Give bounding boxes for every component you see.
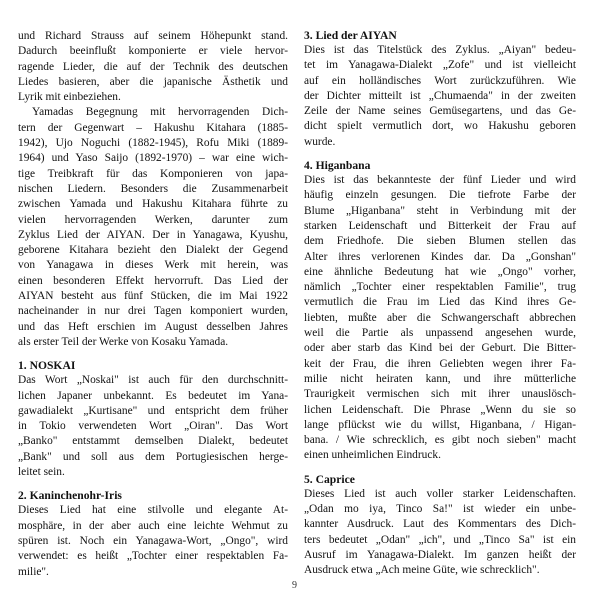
text-line: Dieses Lied ist auch voller starker Leidenschaften. <box>304 487 576 500</box>
text-line: nämlich „Tochter einer respektablen Familie", trug <box>304 281 576 294</box>
text-line: lichen Leidenschaft. Die Phrase „Wenn du sie so <box>304 403 576 416</box>
text-line: Lyrik mit einbeziehen. <box>18 91 121 104</box>
text-line: oder aber starb das Kind bei der Geburt. Die Bitter- <box>304 342 576 355</box>
section-caprice <box>304 472 576 579</box>
text-line: „Bank" und soll aus dem Portugiesischen herge- <box>18 450 288 463</box>
text-line: zwischen Yamada und Hakushu Kitahara führte zu <box>18 198 288 211</box>
text-line: nischen Liedern. Besonders die Zusammenarbeit <box>18 182 288 195</box>
text-line: Traurigkeit vermischen sich mit ihrer unauslösch- <box>304 388 576 401</box>
text-line: spüren ist. Noch ein Yanagawa-Wort, „Ongo", wird <box>18 534 288 547</box>
text-line: auf ein holländisches Wort zurückzuführen. Wie <box>304 74 576 87</box>
section-body-caprice <box>304 487 576 579</box>
text-line: tern der Gegenwart – Hakushu Kitahara (1885- <box>18 121 288 134</box>
text-line: einen unheimlichen Eindruck. <box>304 449 441 462</box>
text-line: liebten, mußte aber die Schwangerschaft abbrechen <box>304 311 576 324</box>
section-title-caprice: 5. Caprice <box>304 472 355 486</box>
text-line: einen besonderen Effekt hervorruft. Das Lied der <box>18 274 288 287</box>
text-line: eine ähnliche Bedeutung hat wie „Ongo" vorher, <box>304 265 576 278</box>
yamada-paragraph <box>18 105 288 350</box>
text-line: milie". <box>18 565 49 578</box>
text-line: Alter ihres verlorenen Kindes dar. Da „Gonshan" <box>304 250 576 263</box>
text-line: weil die Partie als unpassend angesehen wurde, <box>304 327 576 340</box>
section-noskai <box>18 358 288 480</box>
text-line: in Tokio verwendeten Wort „Oiran". Das Wort <box>18 420 288 433</box>
section-title-lied-der-aiyan: 3. Lied der AIYAN <box>304 29 397 42</box>
text-line: von Yanagawa in dieses Werk mit herein, was <box>18 259 288 272</box>
text-line: der Dichter mitteilt ist „Chumaenda" in der zweiten <box>304 89 576 102</box>
right-column <box>304 28 576 579</box>
text-line: ters bedeutet „Odan" „ich", und „Tinco Sa" ist ein <box>304 533 576 546</box>
left-column <box>18 29 288 580</box>
text-line: und Richard Strauss auf seinem Höhepunkt stand. <box>18 30 288 42</box>
section-kaninchenohr-iris <box>18 488 288 579</box>
text-line: als erster Teil der Werke von Kosaku Yamada. <box>18 335 229 348</box>
text-line: milie nicht heiraten kann, und ihre mütterliche <box>304 372 576 385</box>
text-line: tet im Yanagawa-Dialekt „Zofe" und ist vielleicht <box>304 59 576 72</box>
text-line: starken Leidenschaft und Bitterkeit der Frau auf <box>304 219 576 232</box>
text-line: häufig einzeln gesungen. Die tiefrote Farbe der <box>304 189 576 202</box>
text-line: vielen hervorragenden Werken, darunter zum <box>18 213 288 226</box>
text-line: Dies ist das Titelstück des Zyklus. „Aiyan" bedeu- <box>304 44 576 56</box>
text-line: dem Friedhofe. Die sieben Blumen stellen das <box>304 235 576 248</box>
text-line: vermutlich die Frau im Lied das Kind ihres Ge- <box>304 296 576 309</box>
text-line: ragende Lieder, die auf der Technik des deutschen <box>18 60 288 73</box>
section-body-kaninchenohr-iris <box>18 503 288 579</box>
text-line: 1942), Ujo Noguchi (1882-1945), Rofu Miki (1889- <box>18 137 288 150</box>
section-title-higanbana: 4. Higanbana <box>304 159 371 173</box>
text-line: Das Wort „Noskai" ist auch für den durchschnitt- <box>18 374 288 387</box>
text-line: keit der Frau, die ihren Geliebten wegen ihrer Fa- <box>304 357 576 370</box>
text-line: AIYAN besteht aus fünf Stücken, die im Mai 1922 <box>18 290 288 303</box>
section-title-noskai: 1. NOSKAI <box>18 359 76 373</box>
text-line: und das Heft erschien im August desselben Jahres <box>18 320 288 333</box>
text-line: Dieses Lied hat eine stilvolle und elegante At- <box>18 504 288 517</box>
section-higanbana <box>304 158 576 464</box>
text-line: leitet sein. <box>18 466 65 479</box>
text-line: mosphäre, in der aber auch eine leichte Wehmut zu <box>18 519 288 532</box>
section-lied-der-aiyan <box>304 28 576 150</box>
text-line: nacheinander in nur drei Tagen komponiert wurden, <box>18 305 288 318</box>
text-line: Yamadas Begegnung mit hervorragenden Dich- <box>32 106 288 119</box>
text-line: verwendet: es heißt „Tochter einer respektablen Fa- <box>18 550 288 563</box>
section-title-kaninchenohr-iris: 2. Kaninchenohr-Iris <box>18 489 122 503</box>
text-line: lichen Japaner unbekannt. Es bedeutet im Yana- <box>18 389 288 402</box>
page-number: 9 <box>292 580 297 591</box>
text-line: kannter Ausdruck. Laut des Kommentars des Dich- <box>304 518 576 531</box>
intro-paragraph <box>18 29 288 105</box>
text-line: Liedes basieren, aber die japanische Ästhetik und <box>18 75 288 88</box>
text-line: Zyklus Lied der AIYAN. Der in Yanagawa, Kyushu, <box>18 228 288 241</box>
text-line: tige Treibkraft für das Komponieren von japa- <box>18 167 288 180</box>
text-line: Dies ist das bekannteste der fünf Lieder und wird <box>304 174 576 187</box>
text-line: Ausruf im Yanagawa-Dialekt. Im ganzen heißt der <box>304 548 576 561</box>
text-line: 1964) und Yaso Saijo (1892-1970) – war eine wich- <box>18 152 288 165</box>
text-line: wurde. <box>304 135 336 148</box>
text-line: „Odan mo iya, Tinco Sa!" ist wieder ein unbe- <box>304 503 576 516</box>
text-line: geborene Kitahara bezieht den Dialekt der Gegend <box>18 244 288 257</box>
text-line: Ausdruck etwa „Ach meine Güte, wie schrecklich". <box>304 564 540 577</box>
text-line: bana. / Wie schrecklich, es gibt noch sieben" macht <box>304 434 576 447</box>
section-body-higanbana <box>304 173 576 464</box>
text-line: dicht spielt vermutlich dort, wo Hakushu geboren <box>304 120 576 133</box>
section-body-noskai <box>18 373 288 480</box>
text-line: Zeile der Name seines Gemüsegartens, und das Ge- <box>304 105 576 118</box>
text-line: „Banko" entstammt demselben Dialekt, bedeutet <box>18 435 288 448</box>
text-line: lange pflückst wie du willst, Higanbana, / Higan- <box>304 418 576 431</box>
text-line: Dadurch beeinflußt komponierte er viele hervor- <box>18 45 288 58</box>
section-body-lied-der-aiyan <box>304 43 576 150</box>
text-line: Blume „Higanbana" steht in Verbindung mit der <box>304 204 576 217</box>
text-line: gawadialekt „Kurtisane" und entspricht dem früher <box>18 404 288 417</box>
